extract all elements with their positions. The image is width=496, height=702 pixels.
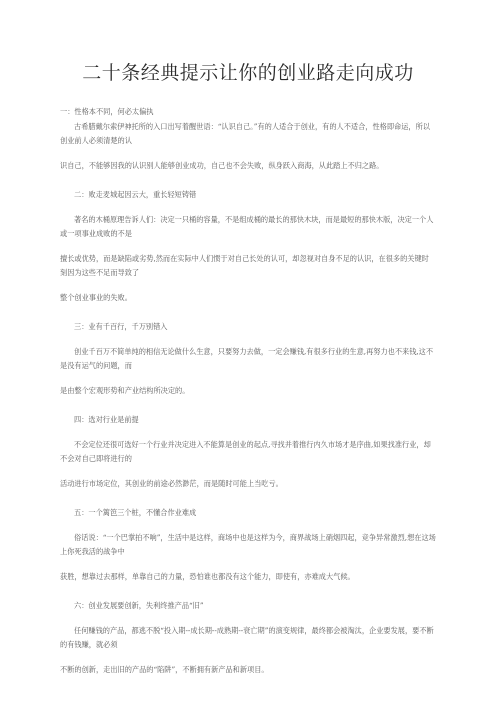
section-heading: 一：性格本不同，何必太偏执	[60, 107, 154, 116]
section-paragraph: 古希腊戴尔索伊神托所的入口出写着醒世语：“认识自己。”有的人适合于创业，有的人不适合，性格即命运，所以创业前人必须清楚的认	[60, 121, 430, 145]
document-title: 二十条经典提示让你的创业路走向成功	[82, 62, 414, 84]
section-paragraph-continued: 获胜，想靠过去那样，单靠自己的力量，恐怕谁也都没有这个能力，即使有，亦难成大气候。	[60, 571, 355, 581]
section-heading: 六：创业发展要创新，失利终推产品“旧”	[74, 601, 204, 610]
section-paragraph-continued: 整个创业事业的失败。	[60, 292, 132, 302]
section-6	[60, 599, 436, 677]
section-heading: 五：一个篱笆三个桩，不懂合作业难成	[74, 508, 197, 517]
section-paragraph: 不会定位还很可选好一个行业并决定进入不能算是创业的起点,寻找并着推行内久市场才是序曲,如果找准行业，却不会对自己即将进行的	[60, 439, 431, 463]
section-paragraph-continued: 活动进行市场定位，其创业的前途必然渺茫，而是随时可能上当吃亏。	[60, 478, 283, 488]
section-1	[60, 105, 436, 173]
section-heading: 四：选对行业是前提	[74, 415, 139, 424]
section-paragraph-continued: 是由整个宏观形势和产业结构所决定的。	[60, 385, 190, 395]
section-2	[60, 188, 436, 305]
document-body	[60, 105, 436, 677]
section-heading: 三：业有千百行，千万别错入	[74, 322, 168, 331]
section-paragraph: 俗话说：“一个巴掌拍不响”，生活中是这样，商场中也是这样为今，商界战场上硝烟四起，竞争异常激烈,想在这场上你死我活的战争中	[60, 532, 436, 556]
section-paragraph-continued: 不断的创新，走出旧的产品的“陷阱”，不断拥有新产品和新项目。	[60, 664, 269, 674]
section-3	[60, 320, 436, 398]
section-paragraph: 任何赚钱的产品，都逃不脱“投入期--成长期--成熟期--衰亡期”的演变规律，最终都会被淘汰，企业要发展，要不断的有钱赚，就必须	[60, 625, 434, 649]
section-paragraph: 著名的木桶原理告诉人们：决定一只桶的容量，不是组成桶的最长的那快木块，而是最短的那快木版，决定一个人或一项事业成败的不是	[60, 214, 434, 238]
section-4	[60, 413, 436, 491]
section-paragraph-continued: 识自己，不能够因我的认识别人能够创业成功，自己也不会失败，纵身跃入商海，从此踏上不归之路。	[60, 160, 384, 170]
section-5	[60, 506, 436, 584]
section-paragraph-continued: 擅长或优势，而是缺陷或劣势,然而在实际中人们惯于对自己长处的认可，却忽视对自身不足的认识，在很多的关键时刻因为这些不足而导致了	[60, 253, 429, 277]
section-heading: 二：败走麦城起因云大，重长轻短铸错	[74, 190, 197, 199]
section-paragraph: 创业千百万不简单纯的相信无论做什么生意，只要努力去做，一定会赚钱,有很多行业的生意,再努力也不来钱,这不是没有运气的问题，而	[60, 346, 434, 370]
